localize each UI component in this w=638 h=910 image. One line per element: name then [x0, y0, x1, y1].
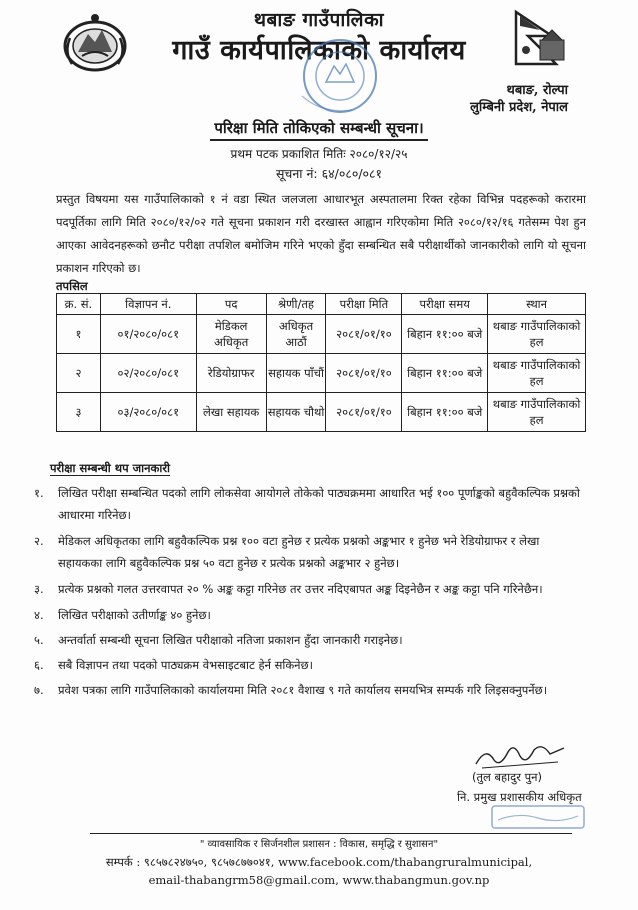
- list-item: [34, 679, 586, 701]
- table-cell: २०८१/०१/१०: [326, 393, 402, 432]
- table-row: [57, 393, 586, 432]
- list-item: [34, 654, 586, 676]
- list-item-number: ५.: [34, 633, 44, 647]
- list-item-text: मेडिकल अधिकृतका लागि बहुवैकल्पिक प्रश्न १०० वटा हुनेछ र प्रत्येक प्रश्नको अङ्कभार १ हुनेछ भने रेडियोग्राफर र लेखा सहायकका लागि बहुवैकल्पिक प्रश्न ५० वटा हुनेछ र प्रत्येक प्रश्नको अङ्कभार २ हुनेछ।: [58, 534, 540, 570]
- address-line-2: लुम्बिनी प्रदेश, नेपाल: [470, 100, 568, 115]
- footer-divider: [90, 833, 572, 834]
- footer-email: email-thabangrm58@gmail.com, www.thabangmun.gov.np: [148, 873, 490, 887]
- footer-contact: सम्पर्क : ९८५७८२४७५०, ९८५७८७७०४१, www.facebook.com/thabangruralmunicipal,: [105, 855, 533, 869]
- office-name: गाउँ कार्यपालिकाको कार्यालय: [172, 35, 466, 66]
- notice-title-wrap: [0, 118, 638, 141]
- table-header-row: [57, 294, 586, 315]
- table-cell: अधिकृत आठौं: [266, 315, 326, 354]
- header-cell: स्थान: [488, 294, 586, 315]
- table-cell: थबाङ गाउँपालिकाको हल: [488, 393, 586, 432]
- header-cell: पद: [196, 294, 266, 315]
- office-seal-stamp: [282, 36, 402, 120]
- list-item: [34, 578, 586, 600]
- handwritten-signature: [472, 738, 568, 772]
- list-item-text: अन्तर्वार्ता सम्बन्धी सूचना लिखित परीक्षाको नतिजा प्रकाशन हुँदा जानकारी गराइनेछ।: [58, 633, 403, 647]
- info-list: [34, 482, 586, 701]
- header-cell: विज्ञापन नं.: [100, 294, 196, 315]
- address-line-1: थबाङ, रोल्पा: [506, 83, 568, 98]
- list-item-text: लिखित परीक्षा सम्बन्धित पदको लागि लोकसेवा आयोगले तोकेको पाठ्यक्रममा आधारित भई १०० पूर्णाङ्कको बहुवैकल्पिक प्रश्नको आधारमा गरिनेछ।: [58, 486, 580, 522]
- intro-paragraph: प्रस्तुत विषयमा यस गाउँपालिकाको १ नं वडा स्थित जलजला आधारभूत अस्पतालमा रिक्त रहेका विभिन्न पदहरूको करारमा पदपूर्तिका लागि मिति २०८०/१२/०२ गते सूचना प्रकाशन गरी दरखास्त आह्वान गरिएकोमा मिति २०८०/१२/१६ गतेसम्म पेश हुन आएका आवेदनहरूको छनौट परीक्षा तपशिल बमोजिम गरिने भएको हुँदा सम्बन्धित सबै परीक्षार्थीको जानकारीको लागि यो सूचना प्रकाशन गरिएको छ।: [56, 192, 586, 275]
- municipality-name: थबाङ गाउँपालिका: [253, 9, 385, 31]
- list-item-number: १.: [34, 486, 44, 500]
- table-cell: ३: [57, 393, 101, 432]
- footer-motto: " व्यावसायिक र सिर्जनशील प्रशासन : विकास, समृद्धि र सुशासन": [199, 839, 439, 850]
- table-row: [57, 354, 586, 393]
- list-item: [34, 629, 586, 651]
- exam-schedule-table: [56, 293, 586, 432]
- list-item: [34, 604, 586, 626]
- info-heading: परीक्षा सम्बन्धी थप जानकारी: [50, 461, 171, 475]
- officer-stamp: [488, 800, 588, 832]
- table-cell: बिहान ११:०० बजे: [402, 393, 488, 432]
- schedule-label: तपसिल: [56, 279, 88, 293]
- table-cell: ०३/२०८०/०८१: [100, 393, 196, 432]
- table-cell: थबाङ गाउँपालिकाको हल: [488, 315, 586, 354]
- list-item-number: ४.: [34, 608, 44, 622]
- list-item: [34, 530, 586, 574]
- list-item-text: लिखित परीक्षाको उतीर्णाङ्क ४० हुनेछ।: [58, 608, 211, 622]
- table-cell: थबाङ गाउँपालिकाको हल: [488, 354, 586, 393]
- table-cell: बिहान ११:०० बजे: [402, 354, 488, 393]
- list-item-number: ३.: [34, 582, 44, 596]
- table-cell: मेडिकल अधिकृत: [196, 315, 266, 354]
- header-cell: क्र. सं.: [57, 294, 101, 315]
- table-cell: २०८१/०१/१०: [326, 315, 402, 354]
- table-cell: ०२/२०८०/०८१: [100, 354, 196, 393]
- header-cell: परीक्षा समय: [402, 294, 488, 315]
- table-cell: बिहान ११:०० बजे: [402, 315, 488, 354]
- list-item-number: २.: [34, 534, 44, 548]
- header-cell: श्रेणी/तह: [266, 294, 326, 315]
- notice-number: सूचना नं: ६४/०८०/०८१: [275, 166, 383, 181]
- published-date: प्रथम पटक प्रकाशित मितिः २०८०/१२/२५: [230, 147, 408, 161]
- table-cell: १: [57, 315, 101, 354]
- list-item-text: प्रवेश पत्रका लागि गाउँपालिकाको कार्यालयमा मिति २०८१ वैशाख ९ गते कार्यालय समयभित्र सम्पर्क गरि लिइसक्नुपर्नेछ।: [58, 683, 548, 697]
- signatory-name: (तुल बहादुर पुन): [472, 770, 543, 784]
- table-cell: ०१/२०८०/०८१: [100, 315, 196, 354]
- table-cell: २०८१/०१/१०: [326, 354, 402, 393]
- table-cell: सहायक पाँचौं: [266, 354, 326, 393]
- list-item-number: ६.: [34, 658, 44, 672]
- list-item-text: सबै विज्ञापन तथा पदको पाठ्यक्रम वेभसाइटबाट हेर्न सकिनेछ।: [58, 658, 313, 672]
- list-item-number: ७.: [34, 683, 44, 697]
- table-cell: लेखा सहायक: [196, 393, 266, 432]
- table-cell: सहायक चौथो: [266, 393, 326, 432]
- table-cell: रेडियोग्राफर: [196, 354, 266, 393]
- signatory-title: नि. प्रमुख प्रशासकीय अधिकृत: [457, 790, 582, 804]
- header-cell: परीक्षा मिति: [326, 294, 402, 315]
- list-item: [34, 482, 586, 526]
- notice-title: परिक्षा मिति तोकिएको सम्बन्धी सूचना।: [210, 118, 427, 141]
- table-row: [57, 315, 586, 354]
- list-item-text: प्रत्येक प्रश्नको गलत उत्तरवापत २० % अङ्क कट्टा गरिनेछ तर उत्तर नदिएबापत अङ्क दिइनेछैन र अङ्क कट्टा पनि गरिनेछैन।: [58, 582, 543, 596]
- table-cell: २: [57, 354, 101, 393]
